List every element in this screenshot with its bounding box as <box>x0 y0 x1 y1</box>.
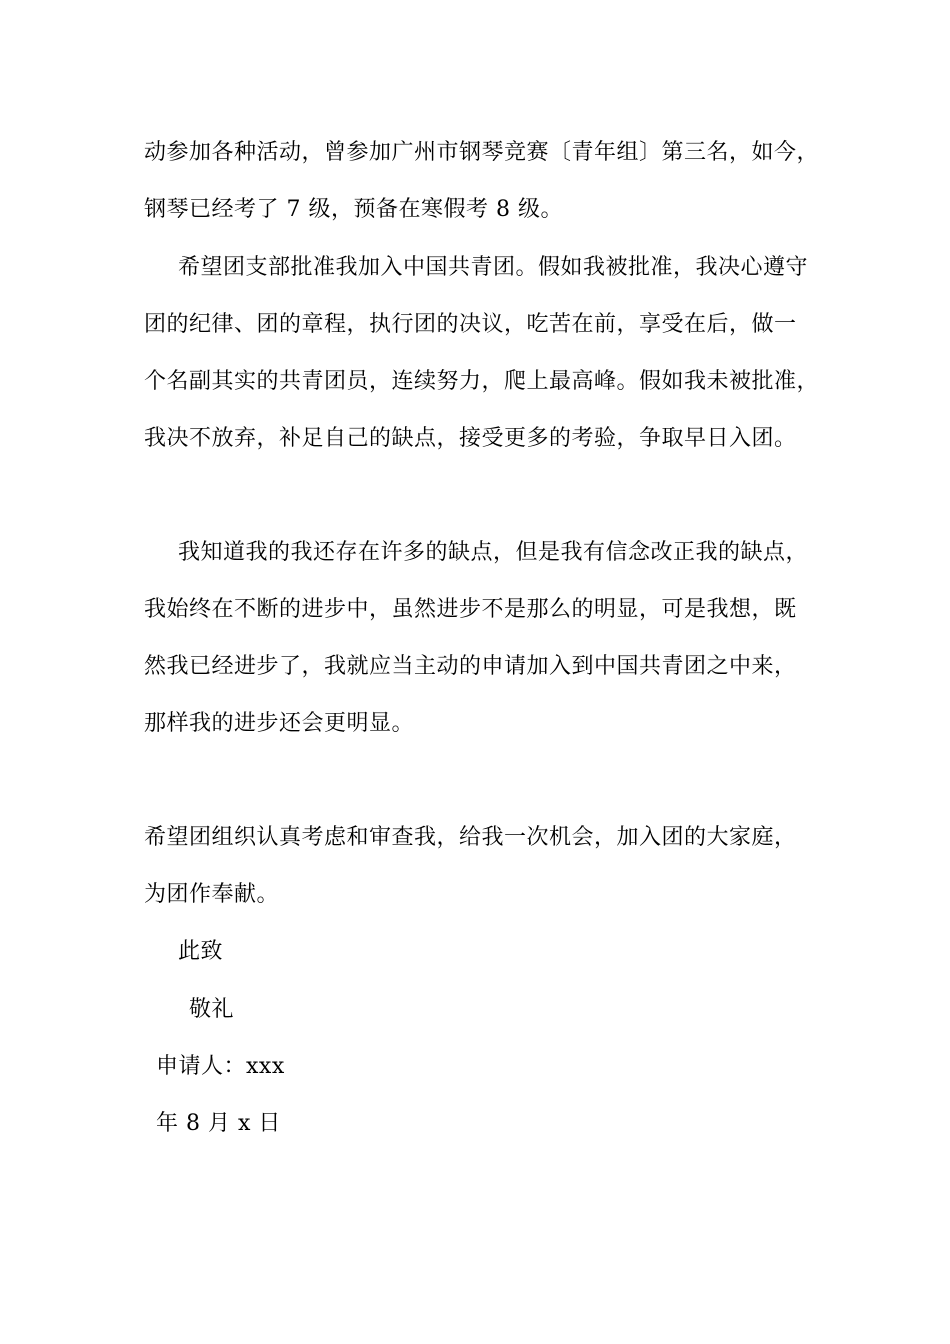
paragraph3-line4: 那样我的进步还会更明显。 <box>144 711 415 736</box>
paragraph2-line1: 希望团支部批准我加入中国共青团。假如我被批准，我决心遵守 <box>178 255 809 280</box>
letter-date: 年 8 月 x 日 <box>156 1111 281 1136</box>
paragraph1-line2: 钢琴已经考了 7 级，预备在寒假考 8 级。 <box>144 197 563 222</box>
paragraph2-line2: 团的纪律、团的章程，执行团的决议，吃苦在前，享受在后，做一 <box>144 312 797 337</box>
paragraph2-line4: 我决不放弃，补足自己的缺点，接受更多的考验，争取早日入团。 <box>144 426 797 451</box>
paragraph3-line3: 然我已经进步了，我就应当主动的申请加入到中国共青团之中来， <box>144 654 797 679</box>
paragraph3-line1: 我知道我的我还存在许多的缺点，但是我有信念改正我的缺点， <box>178 540 809 565</box>
applicant-signature: 申请人：xxx <box>156 1054 285 1079</box>
paragraph1-line1: 动参加各种活动，曾参加广州市钢琴竞赛〔青年组〕第三名，如今， <box>144 140 820 165</box>
paragraph4-line2: 为团作奉献。 <box>144 882 280 907</box>
paragraph3-line2: 我始终在不断的进步中，虽然进步不是那么的明显，可是我想，既 <box>144 597 797 622</box>
paragraph2-line3: 个名副其实的共青团员，连续努力，爬上最高峰。假如我未被批准， <box>144 369 820 394</box>
closing-regards: 敬礼 <box>189 997 235 1022</box>
closing-salutation: 此致 <box>178 939 224 964</box>
paragraph4-line1: 希望团组织认真考虑和审查我，给我一次机会，加入团的大家庭， <box>144 825 797 850</box>
